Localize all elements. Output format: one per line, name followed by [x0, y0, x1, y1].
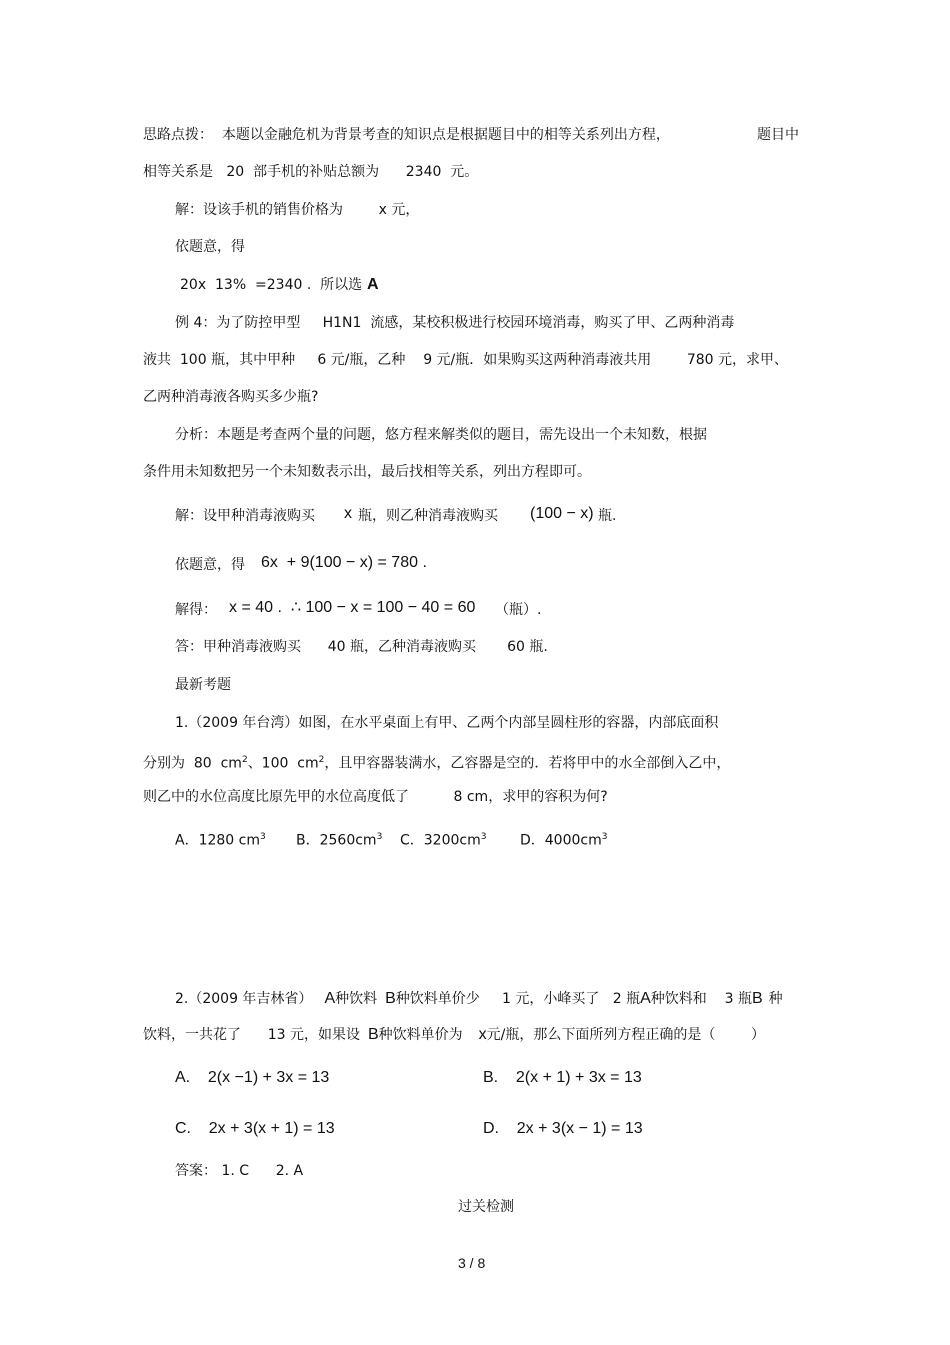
q2-line-2: [143, 1026, 765, 1044]
q1-option-b: [296, 828, 382, 850]
equation-line: 20x 13% =2340 . 所以选: [180, 277, 363, 293]
choice-a: A: [367, 276, 379, 293]
q2-text-2: 种饮料单价少 1 元，小峰买了 2 瓶: [395, 991, 641, 1007]
q1-option-b-label: B．2560cm: [296, 832, 377, 849]
analysis-line-1: 分析：本题是考查两个量的问题，悠方程来解类似的题目，需先设出一个未知数，根据: [175, 427, 707, 443]
q2-var-a2: A: [640, 990, 651, 1007]
solution-setup: 解：设该手机的销售价格为 x 元，: [175, 202, 420, 218]
solve-expr: (100 − x): [530, 505, 594, 522]
equation-intro: 依题意，得: [175, 557, 245, 573]
q1-option-c-sup: 3: [480, 832, 487, 842]
q1-option-d: [520, 828, 607, 850]
q1-line-1: 1.（2009 年台湾）如图，在水平桌面上有甲、乙两个内部呈圆柱形的容器，内部底面积: [175, 715, 719, 731]
q2-text-5: 饮料，一共花了 13 元，如果设: [143, 1027, 360, 1043]
solve-text-1: 解：设甲种消毒液购买: [175, 508, 315, 524]
answer-key: 答案： 1. C 2. A: [175, 1163, 304, 1179]
q2-line-1: [175, 990, 783, 1008]
hint-line-1: 思路点拨： 本题以金融危机为背景考查的知识点是根据题目中的相等关系列出方程，: [143, 127, 670, 143]
q1-line-3: 则乙中的水位高度比原先甲的水位高度低了 8 cm，求甲的容积为何?: [143, 789, 608, 805]
q2-option-b: B. 2(x + 1) + 3x = 13: [483, 1069, 642, 1086]
example-4-line-2: 液共 100 瓶，其中甲种 6 元/瓶，乙种 9 元/瓶．如果购买这两种消毒液共用 780 元，求甲、: [143, 352, 789, 368]
solved-unit: （瓶）.: [495, 602, 542, 618]
section-heading: 过关检测: [458, 1199, 514, 1215]
analysis-line-2: 条件用未知数把另一个未知数表示出，最后找相等关系，列出方程即可。: [143, 464, 591, 480]
q1-option-c: [400, 828, 486, 850]
according-text: 依题意，得: [175, 239, 245, 255]
q1-sup-2a: 2: [241, 755, 248, 765]
q1-option-b-sup: 3: [376, 832, 383, 842]
q1-line-2: [143, 751, 730, 773]
solved-intro: 解得：: [175, 602, 217, 618]
q2-text-6: 种饮料单价为: [378, 1027, 463, 1043]
q2-text-7: 元/瓶，那么下面所列方程正确的是（ ）: [486, 1027, 765, 1043]
q1-sup-2b: 2: [318, 755, 325, 765]
q2-var-b3: B: [367, 1026, 379, 1043]
q1-option-d-sup: 3: [601, 832, 608, 842]
answer-line: 答：甲种消毒液购买 40 瓶，乙种消毒液购买 60 瓶.: [175, 639, 548, 655]
page-number: 3 / 8: [458, 1255, 486, 1271]
example-4-line-3: 乙两种消毒液各购买多少瓶?: [143, 389, 319, 405]
q1-option-a-label: A．1280 cm: [175, 832, 260, 849]
q1-area-b: 、100 cm: [247, 755, 319, 772]
q1-condition: ，且甲容器装满水，乙容器是空的．若将甲中的水全部倒入乙中，: [324, 755, 731, 772]
q2-source: 2.（2009 年吉林省）: [175, 991, 313, 1007]
q2-option-a: A. 2(x −1) + 3x = 13: [175, 1069, 330, 1086]
solve-text-2: 瓶，则乙种消毒液购买: [358, 508, 498, 524]
q2-text-1: 种饮料: [335, 991, 378, 1007]
equation-main: 6x + 9(100 − x) = 780 .: [261, 554, 427, 571]
q1-option-d-label: D．4000cm: [520, 832, 602, 849]
solved-expr: x = 40 . ∴ 100 − x = 100 − 40 = 60: [229, 599, 476, 616]
q2-option-d: D. 2x + 3(x − 1) = 13: [483, 1120, 643, 1137]
q2-text-3: 种饮料和 3 瓶: [650, 991, 752, 1007]
hint-line-1-end: 题目中: [757, 127, 799, 143]
q2-option-c: C. 2x + 3(x + 1) = 13: [175, 1120, 335, 1137]
q1-option-c-label: C．3200cm: [400, 832, 481, 849]
latest-questions-heading: 最新考题: [175, 677, 231, 693]
q2-var-x: x: [478, 1026, 487, 1043]
q2-var-b1: B: [385, 990, 396, 1007]
solve-var-x: x: [344, 505, 352, 522]
example-4-line-1: 例 4：为了防控甲型 H1N1 流感，某校积极进行校园环境消毒，购买了甲、乙两种消毒: [175, 315, 735, 331]
q2-var-a1: A: [324, 990, 336, 1007]
q2-var-b2: B: [751, 990, 763, 1007]
hint-line-2: 相等关系是 20 部手机的补贴总额为 2340 元。: [143, 164, 479, 180]
q1-area-a: 分别为 80 cm: [143, 755, 242, 772]
q2-text-4: 种: [768, 991, 783, 1007]
solve-text-3: 瓶.: [598, 508, 617, 524]
q1-option-a-sup: 3: [260, 832, 266, 842]
q1-option-a: [175, 828, 266, 850]
